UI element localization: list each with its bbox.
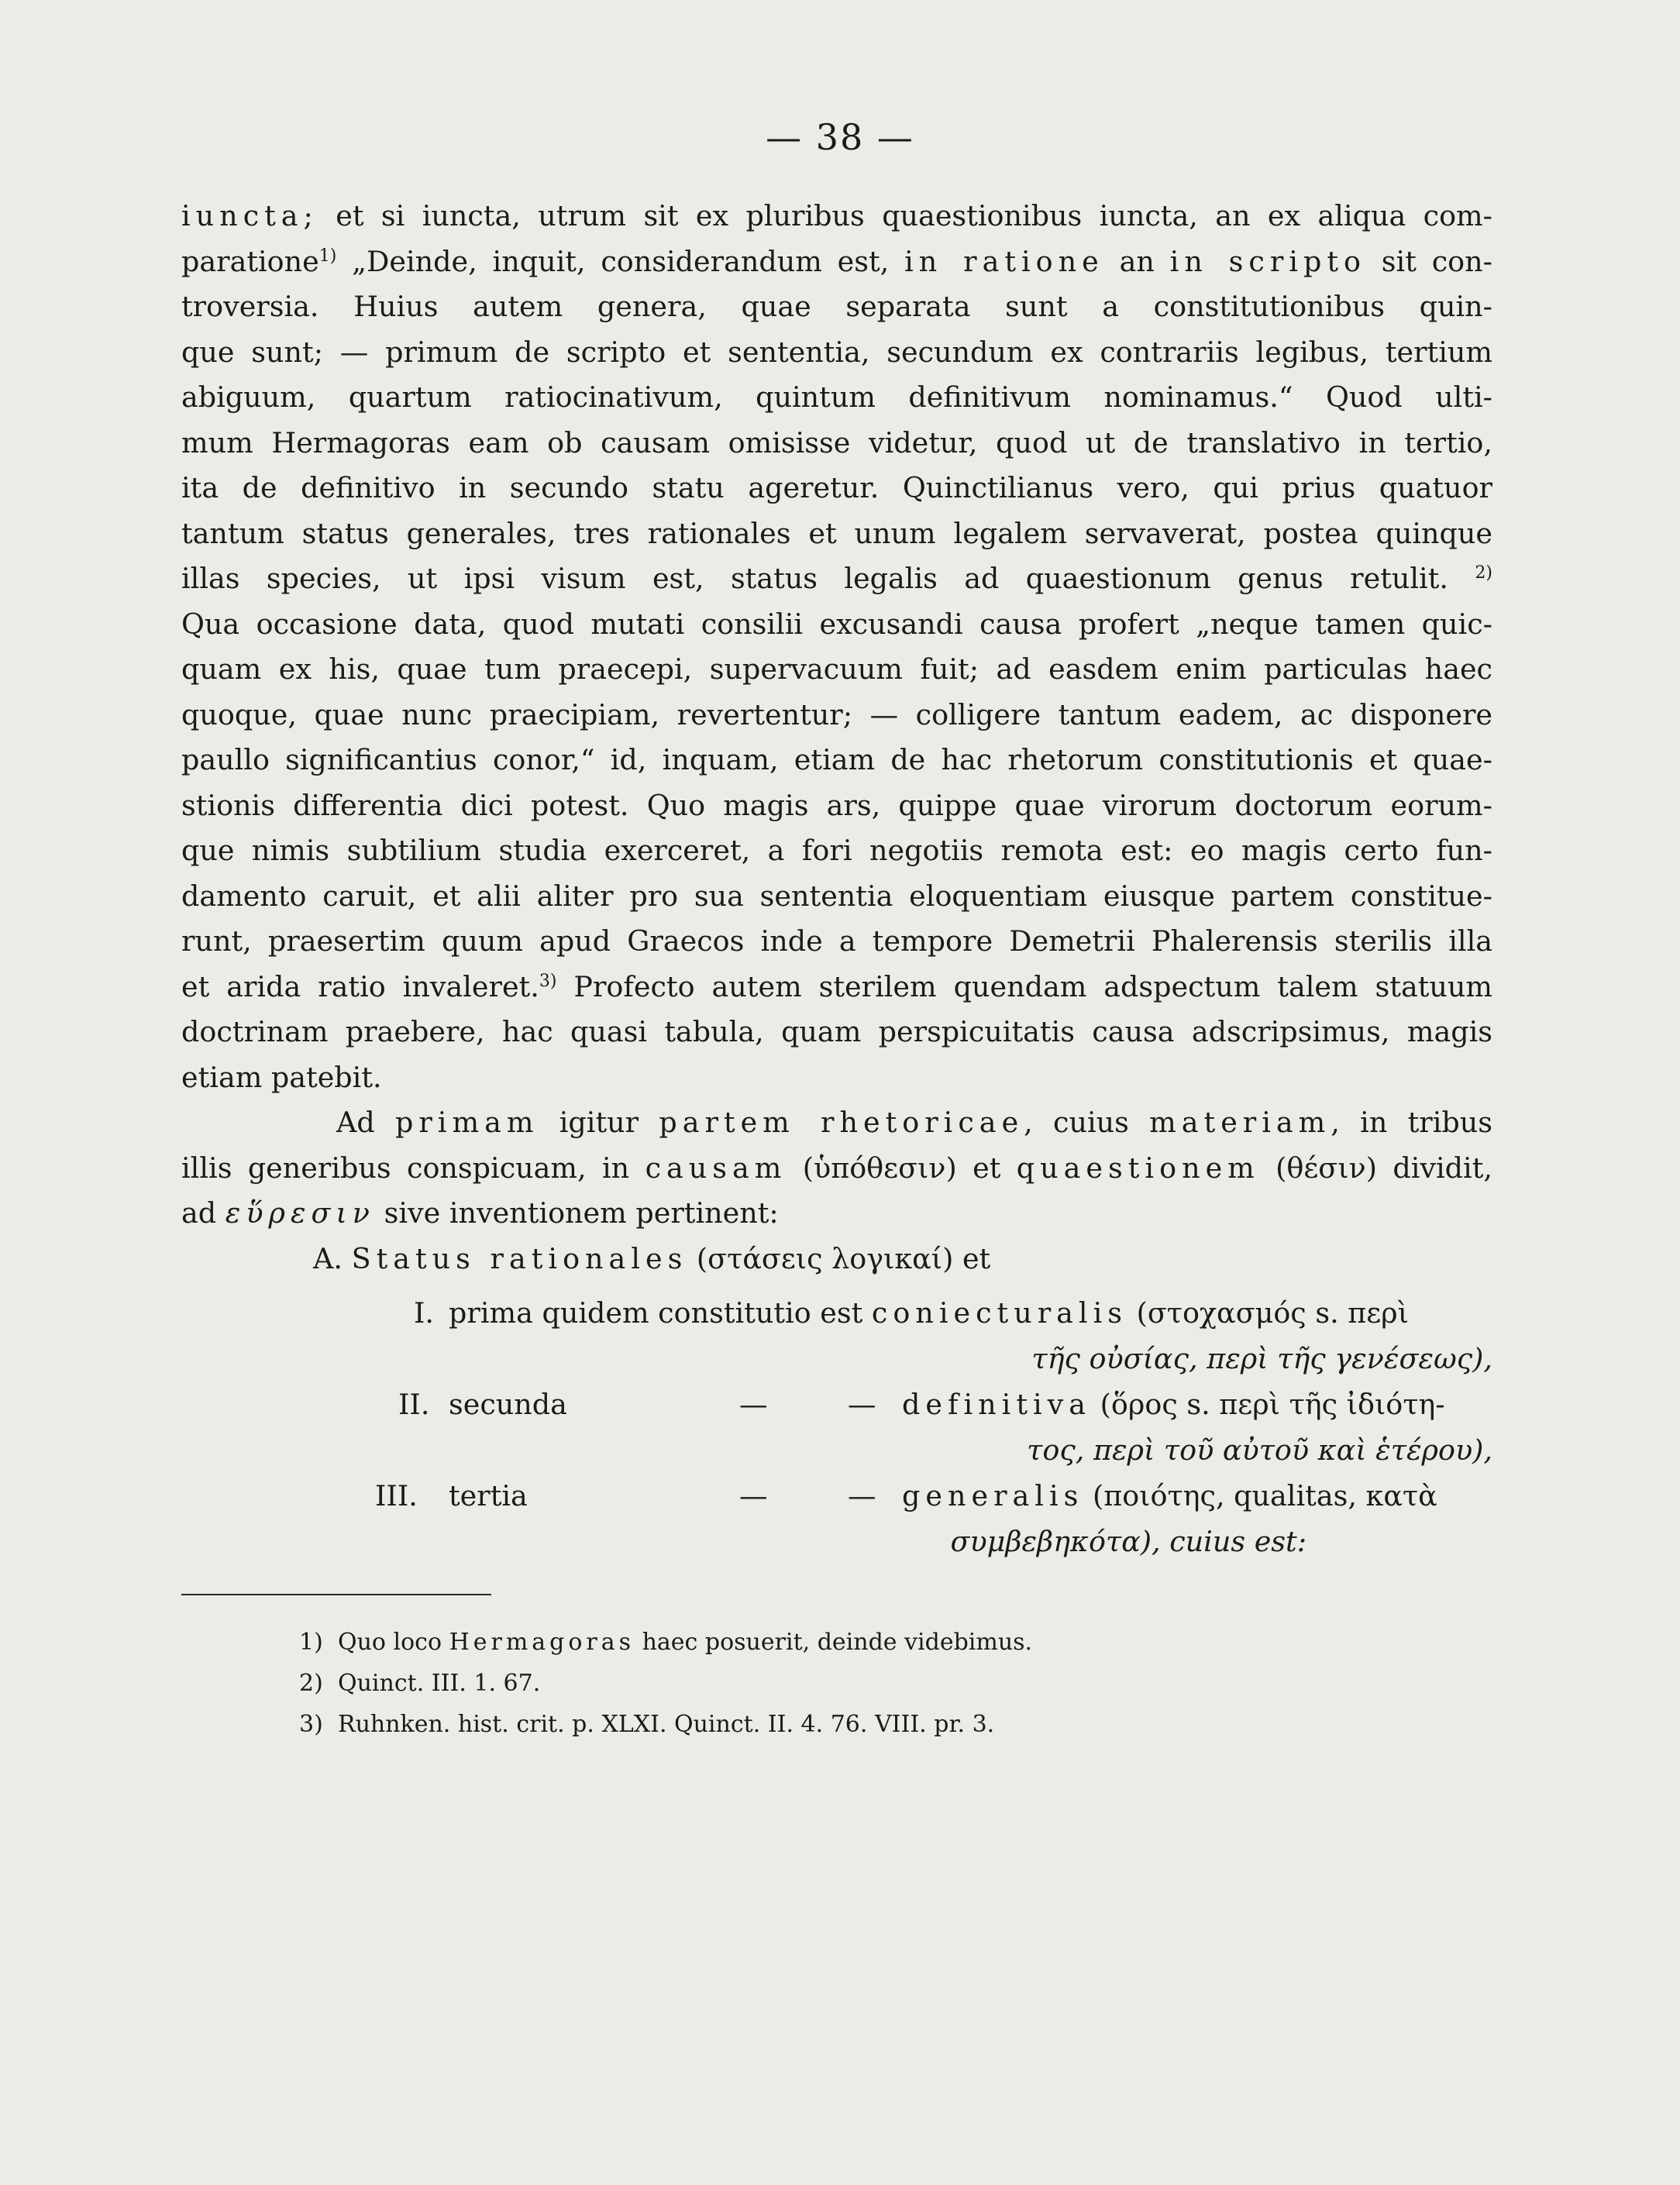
text-span: Profecto autem sterilem quendam adspectum talem statuum xyxy=(556,969,1492,1003)
text-span: Quo loco xyxy=(338,1629,449,1656)
main-text xyxy=(181,194,1492,1282)
text-line: mum Hermagoras eam ob causam omisisse videtur, quod ut de translativo in tertio, xyxy=(181,425,1492,459)
outline-III xyxy=(181,1474,1492,1519)
outline-label: I. xyxy=(414,1296,435,1330)
text-span: (ὑπόθεσιν) et xyxy=(787,1151,1017,1185)
footnote-3 xyxy=(299,1708,994,1742)
text-span: prima quidem constitutio est xyxy=(449,1296,872,1330)
text-span: Quinct. III. 1. 67. xyxy=(338,1670,541,1697)
footnote-ref: 3) xyxy=(539,971,557,991)
outline-label: A. xyxy=(313,1241,343,1275)
spaced-word: in scripto xyxy=(1169,244,1366,278)
spaced-word: primam xyxy=(394,1106,539,1139)
text-line xyxy=(181,1191,1492,1237)
footnote-number: 3) xyxy=(299,1711,323,1738)
spaced-word: Status rationales xyxy=(351,1241,688,1275)
footnote-number: 1) xyxy=(299,1629,323,1656)
text-span: haec posuerit, deinde videbimus. xyxy=(635,1629,1033,1656)
text-line: Qua occasione data, quod mutati consilii excusandi causa profert „neque tamen quic- xyxy=(181,607,1492,641)
outline-II xyxy=(181,1382,1492,1428)
spaced-word: in ratione xyxy=(904,244,1104,278)
spaced-word: coniecturalis xyxy=(871,1296,1127,1330)
text-line xyxy=(181,556,1492,602)
footnote-number: 2) xyxy=(299,1670,323,1697)
text-span: τῆς οὐσίας, περὶ τῆς γενέσεως), xyxy=(1031,1342,1492,1375)
text-span: sive inventionem pertinent: xyxy=(374,1196,779,1230)
text-line: etiam patebit. xyxy=(181,1060,382,1094)
text-line: ita de definitivo in secundo statu ageretur. Quinctilianus vero, qui prius quatuor xyxy=(181,471,1492,504)
text-span: , cuius xyxy=(1024,1106,1150,1139)
ditto-dash: — xyxy=(848,1388,876,1421)
text-line: stionis differentia dici potest. Quo magis ars, quippe quae virorum doctorum eorum- xyxy=(181,788,1492,822)
footnote-ref: 2) xyxy=(1475,563,1492,583)
footnote-ref: 1) xyxy=(318,246,337,266)
spaced-word: Hermagoras xyxy=(449,1629,635,1656)
ditto-dash: — xyxy=(848,1479,876,1512)
text-span: an xyxy=(1103,244,1170,278)
footnote-2 xyxy=(299,1667,540,1701)
text-span: (θέσιν) dividit, xyxy=(1259,1151,1492,1185)
spaced-word: definitiva xyxy=(902,1388,1092,1421)
spaced-word: partem rhetoricae xyxy=(659,1106,1024,1139)
page-number: — 38 — xyxy=(766,116,914,158)
ditto-dash: — xyxy=(739,1479,768,1512)
text-line: quoque, quae nunc praecipiam, revertentur; — colligere tantum eadem, ac disponere xyxy=(181,697,1492,731)
text-line: damento caruit, et alii aliter pro sua sententia eloquentiam eiusque partem constitue- xyxy=(181,879,1492,913)
outline-label: III. xyxy=(375,1479,418,1512)
text-span: secunda xyxy=(449,1388,567,1421)
text-line: quam ex his, quae tum praecepi, supervacuum fuit; ad easdem enim particulas haec xyxy=(181,652,1492,686)
spaced-word: materiam xyxy=(1149,1106,1331,1139)
text-line xyxy=(181,965,1492,1010)
text-span: , in tribus xyxy=(1331,1106,1492,1139)
text-span: (ὅρος s. περὶ τῆς ἰδιότη- xyxy=(1091,1388,1445,1421)
text-span: tertia xyxy=(449,1479,528,1512)
text-line: tantum status generales, tres rationales et unum legalem servaverat, postea quinque xyxy=(181,516,1492,550)
spaced-word: generalis xyxy=(902,1479,1084,1512)
spaced-word: εὕρεσιν xyxy=(225,1196,375,1230)
outline-I xyxy=(181,1291,1492,1337)
text-line: abiguum, quartum ratiocinativum, quintum definitivum nominamus.“ Quod ulti- xyxy=(181,380,1492,414)
text-line xyxy=(181,239,1492,285)
ditto-dash: — xyxy=(739,1388,768,1421)
text-line: paullo significantius conor,“ id, inquam, etiam de hac rhetorum constitutionis et quae- xyxy=(181,743,1492,776)
text-line: runt, praesertim quum apud Graecos inde a tempore Demetrii Phalerensis sterilis illa xyxy=(181,924,1492,958)
text-span: Ruhnken. hist. crit. p. XLXI. Quinct. II. 4. 76. VIII. pr. 3. xyxy=(338,1711,995,1738)
spaced-word: iuncta; xyxy=(181,199,318,232)
outline-label: II. xyxy=(398,1388,430,1421)
text-span: ad xyxy=(181,1196,225,1230)
text-span: illis generibus conspicuam, in xyxy=(181,1151,645,1185)
outline-II-cont xyxy=(181,1428,1492,1474)
text-span: et arida ratio invaleret. xyxy=(181,969,539,1003)
text-span: sit con- xyxy=(1365,244,1492,278)
text-span: (στάσεις λογικαί) et xyxy=(687,1241,991,1275)
text-span: (στοχασμός s. περὶ xyxy=(1127,1296,1409,1330)
text-span: Ad xyxy=(336,1106,395,1139)
text-line: troversia. Huius autem genera, quae separata sunt a constitutionibus quin- xyxy=(181,290,1492,323)
text-line: que nimis subtilium studia exerceret, a fori negotiis remota est: eo magis certo fun- xyxy=(181,834,1492,867)
spaced-word: quaestionem xyxy=(1016,1151,1260,1185)
text-span: συμβεβηκότα), cuius est: xyxy=(950,1525,1306,1558)
text-span: et si iuncta, utrum sit ex pluribus quaestionibus iuncta, an ex aliqua com- xyxy=(318,199,1492,232)
text-span: „Deinde, inquit, considerandum est, xyxy=(336,244,905,278)
text-line xyxy=(181,194,1492,239)
outline-A xyxy=(181,1237,1492,1282)
footnote-1 xyxy=(299,1626,1032,1660)
text-line xyxy=(181,1100,1492,1146)
footnote-rule xyxy=(181,1594,491,1595)
outline-I-cont xyxy=(181,1337,1492,1382)
text-line: que sunt; — primum de scripto et sententia, secundum ex contrariis legibus, tertium xyxy=(181,335,1492,369)
text-span: (ποιότης, qualitas, κατὰ xyxy=(1083,1479,1437,1512)
text-span: τος, περὶ τοῦ αὐτοῦ καὶ ἑτέρου), xyxy=(1027,1433,1492,1467)
text-span: igitur xyxy=(539,1106,659,1139)
text-line xyxy=(181,1146,1492,1192)
text-span: illas species, ut ipsi visum est, status legalis ad quaestionum genus retulit. xyxy=(181,562,1449,595)
text-line: doctrinam praebere, hac quasi tabula, quam perspicuitatis causa adscripsimus, magis xyxy=(181,1015,1492,1048)
text-span: paratione xyxy=(181,244,319,278)
spaced-word: causam xyxy=(645,1151,787,1185)
outline-III-cont xyxy=(181,1519,1492,1565)
